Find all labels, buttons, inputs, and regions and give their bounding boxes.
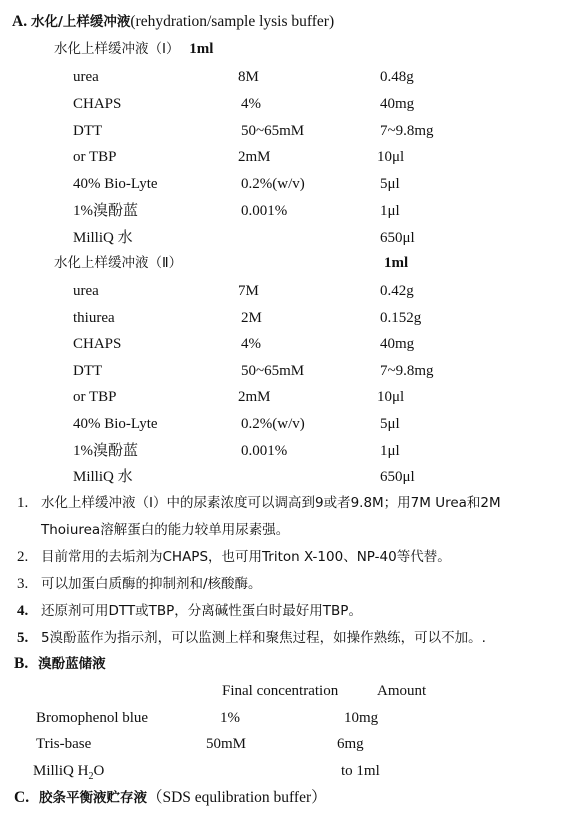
water-subscript: 2: [88, 771, 94, 782]
buffer1-row-conc: 0.001%: [241, 203, 288, 219]
note-text: 水化上样缓冲液（Ⅰ）中的尿素浓度可以调高到9或者9.8M；用7M Urea和2M: [41, 495, 501, 511]
sectionb-row-conc: 1%: [220, 710, 240, 726]
buffer1-row-amount: 5μl: [380, 176, 400, 193]
buffer1-row-name: MilliQ 水: [73, 229, 133, 246]
sectionb-row-name: Tris-base: [36, 736, 92, 752]
note-number: 3.: [17, 576, 29, 592]
buffer1-row-name: urea: [73, 69, 99, 85]
note-text: 5溴酚蓝作为指示剂，可以监测上样和聚焦过程，如操作熟练，可以不加。.: [41, 630, 486, 646]
buffer1-row-name: 40% Bio-Lyte: [73, 176, 158, 193]
col-amount: Amount: [377, 683, 427, 699]
buffer2-row-conc: 0.2%(w/v): [241, 416, 305, 432]
buffer2-row-name: or TBP: [73, 389, 117, 406]
section-c-heading: [14, 789, 327, 807]
sectionb-row-amount: to 1ml: [341, 763, 380, 779]
buffer1-row-name: CHAPS: [73, 95, 122, 112]
section-a-title: 水化/上样缓冲液: [30, 14, 131, 30]
buffer1-row-amount: 1μl: [380, 203, 400, 219]
section-a-letter: A.: [12, 13, 28, 30]
buffer2-row-name: MilliQ 水: [73, 469, 133, 486]
section-b-letter: B.: [14, 655, 29, 672]
sectionb-row-name: [33, 762, 104, 786]
buffer1-row-name: DTT: [73, 122, 103, 139]
buffer2-heading: [54, 254, 182, 272]
section-c-letter: C.: [14, 789, 30, 806]
buffer1-row-name: 1%溴酚蓝: [73, 203, 138, 219]
buffer1-heading: [54, 40, 213, 58]
buffer2-row-amount: 0.42g: [380, 283, 414, 299]
buffer2-row-amount: 650μl: [380, 469, 415, 486]
note-number: 2.: [17, 549, 29, 565]
note-text: 还原剂可用DTT或TBP，分离碱性蛋白时最好用TBP。: [41, 603, 362, 619]
buffer2-row-name: thiurea: [73, 309, 115, 326]
buffer2-row-conc: 2M: [241, 309, 262, 326]
section-b-heading: [14, 655, 106, 673]
section-c-subtitle: （SDS equlibration buffer）: [146, 789, 327, 806]
sectionb-row-conc: 50mM: [206, 736, 247, 752]
buffer2-row-name: DTT: [73, 362, 103, 379]
buffer2-row-conc: 4%: [241, 336, 261, 353]
buffer2-row-amount: 40mg: [380, 336, 415, 353]
section-b-title: 溴酚蓝储液: [38, 656, 106, 672]
sectionb-row-name: Bromophenol blue: [36, 710, 149, 726]
buffer2-row-conc: 0.001%: [241, 442, 288, 459]
buffer1-row-name: or TBP: [73, 149, 117, 166]
buffer2-row-amount: 7~9.8mg: [380, 362, 434, 379]
buffer1-row-amount: 0.48g: [380, 69, 414, 85]
note-text: 目前常用的去垢剂为CHAPS，也可用Triton X-100、NP-40等代替。: [41, 549, 451, 565]
section-c-title: 胶条平衡液贮存液: [38, 790, 147, 806]
note-number: 4.: [17, 603, 29, 619]
buffer2-row-name: urea: [73, 283, 99, 299]
section-a-subtitle: (rehydration/sample lysis buffer): [130, 13, 335, 30]
buffer2-row-amount: 1μl: [380, 442, 400, 459]
note-number: 5.: [17, 630, 29, 646]
buffer1-volume: 1ml: [189, 41, 214, 57]
buffer1-row-amount: 40mg: [380, 95, 415, 112]
buffer2-row-conc: 50~65mM: [241, 362, 305, 379]
buffer1-row-amount: 650μl: [380, 229, 415, 246]
buffer2-row-amount: 5μl: [380, 416, 400, 432]
sectionb-row-amount: 6mg: [337, 736, 364, 752]
note-number: 1.: [17, 495, 29, 511]
buffer1-row-amount: 7~9.8mg: [380, 122, 434, 139]
col-final-concentration: Final concentration: [222, 683, 339, 699]
buffer2-row-name: CHAPS: [73, 336, 122, 353]
water-label: MilliQ H: [33, 763, 89, 779]
sectionb-row-amount: 10mg: [344, 710, 379, 726]
buffer2-row-amount: 0.152g: [380, 309, 422, 326]
note-text: 可以加蛋白质酶的抑制剂和/核酸酶。: [41, 576, 262, 592]
buffer1-title: 水化上样缓冲液（Ⅰ）: [54, 41, 180, 57]
buffer1-row-amount: 10μl: [377, 149, 405, 166]
buffer2-row-conc: 7M: [238, 283, 259, 299]
buffer2-title: 水化上样缓冲液（Ⅱ）: [54, 255, 183, 271]
buffer1-row-conc: 8M: [238, 69, 259, 85]
buffer2-row-name: 40% Bio-Lyte: [73, 416, 158, 432]
buffer1-row-conc: 2mM: [238, 149, 271, 166]
buffer2-volume: 1ml: [384, 255, 409, 271]
water-label-tail: O: [93, 763, 105, 779]
buffer2-row-amount: 10μl: [377, 389, 405, 406]
buffer1-row-conc: 4%: [241, 95, 261, 112]
buffer2-row-name: 1%溴酚蓝: [73, 442, 138, 459]
buffer1-row-conc: 0.2%(w/v): [241, 176, 305, 193]
section-a-heading: [12, 13, 334, 31]
buffer1-row-conc: 50~65mM: [241, 122, 305, 139]
note-text-continued: Thoiurea溶解蛋白的能力较单用尿素强。: [41, 522, 290, 538]
buffer2-row-conc: 2mM: [238, 389, 271, 406]
